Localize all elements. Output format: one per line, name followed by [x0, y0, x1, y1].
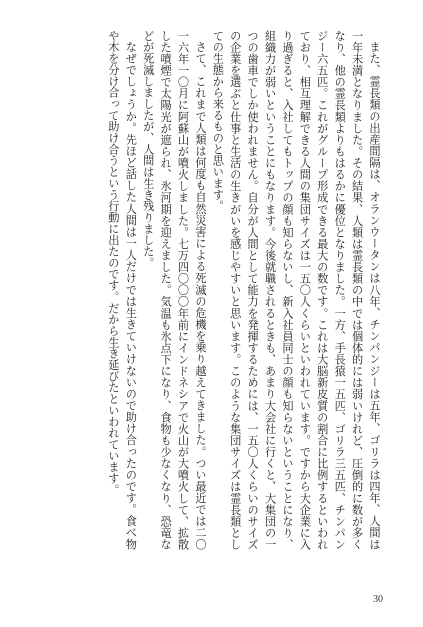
paragraph-3: なぜでしょうか。先ほど話した人間は一人だけでは生きていけないので助け合ったのです。食べ物や木を分け合って助け合うという行動に出たのです。だから生き延びたといわれています。	[106, 30, 138, 550]
paragraph-2: さて、これまで人類は何度も自然災害による死滅の危機を乗り越えてきました。つい最近では二〇一六年一〇月に阿蘇山が噴火しました。七万四〇〇〇年前にインドネシアで火山が大噴火して、拡散した噴煙で太陽光が遮られ、氷河期を迎えました。気温も氷点下になり、食物も少なくなり、恐竜などが死滅しましたが、人間は生き残りました。	[141, 30, 207, 550]
page-number: 30	[373, 594, 383, 605]
body-text	[33, 30, 383, 550]
paragraph-1: また、霊長類の出産間隔は、オランウータンは八年、チンパンジーは五年、ゴリラは四年、人間は一年未満となりました。その結果、人類は霊長類の中では個体的には弱いけれど、圧倒的に数が多くなり、他の霊長類よりもはるかに優位となりました。一方、手長猿一五匹、ゴリラ三五匹、チンパンジー六五匹。これがグループ形成できる最大の数です。これは大脳新皮質の割合に比例するといわれており、相互理解できる人間の集団サイズは一五〇人くらいといわれています。ですから大企業に入り過ぎると、入社してもトップの顔も知らないし、新入社員同士の顔も知らないということになり、組織力が弱いということにもなります。今後就職されるときも、あまり大会社に行くと、大集団の一つの歯車でしか使われません。自分が人間として能力を発揮するためには、一五〇人くらいのサイズの企業を選ぶと仕事と生活の生きがいを感じやすいと思います。このような集団サイズは霊長類としての生態から来るものと思います。	[211, 30, 381, 550]
